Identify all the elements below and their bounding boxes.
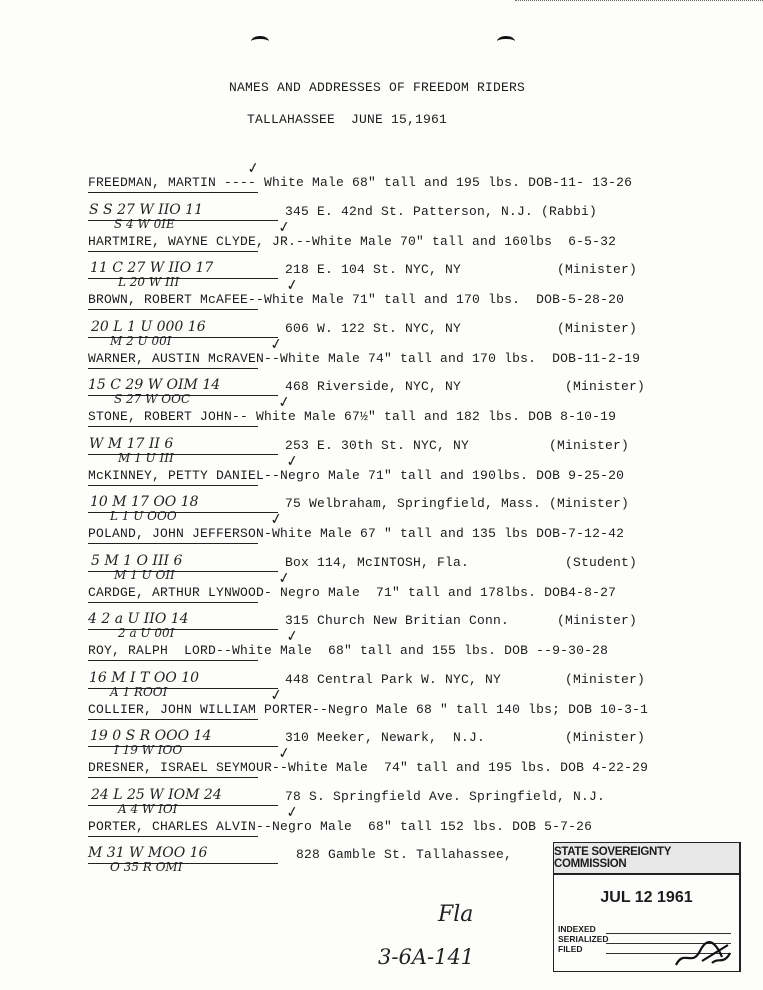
entry-check-mark: ✓ (284, 275, 301, 295)
entry-line: ROY, RALPH LORD--White Male 68" tall and 155 lbs. DOB --9-30-28 (88, 643, 609, 658)
stamp-date: JUL 12 1961 (600, 889, 693, 906)
entry-line: DRESNER, ISRAEL SEYMOUR--White Male 74" tall and 195 lbs. DOB 4-22-29 (88, 760, 649, 775)
entry-name-underline (88, 485, 258, 486)
entry-line: FREEDMAN, MARTIN ---- White Male 68" tall and 195 lbs. DOB-11- 13-26 (88, 175, 633, 190)
entry-handwritten-code: 4 2 a U IIO 14 (88, 611, 189, 627)
entry-name-underline (88, 602, 258, 603)
entry-handwritten-code: 19 0 S R OOO 14 (90, 728, 212, 744)
entry-handwritten-subcode: I 19 W IOO (114, 743, 183, 757)
entry-handwritten-subcode: M 1 U III (118, 450, 174, 465)
entry-name-underline (88, 192, 258, 193)
entry-address: 78 S. Springfield Ave. Springfield, N.J. (285, 788, 606, 804)
entry-address: 345 E. 42nd St. Patterson, N.J. (Rabbi) (285, 203, 598, 219)
entry-handwritten-code: 15 C 29 W OIM 14 (88, 377, 221, 393)
entry-check-mark: ✓ (284, 626, 301, 646)
entry-handwritten-subcode: A 1 ROOI (110, 684, 168, 699)
entry-address: 468 Riverside, NYC, NY (Minister) (285, 379, 646, 394)
entry-handwritten-code: 20 L 1 U 000 16 (91, 318, 206, 335)
entry-line: POLAND, JOHN JEFFERSON-White Male 67 " tall and 135 lbs DOB-7-12-42 (88, 526, 625, 541)
entry-line: BROWN, ROBERT McAFEE--White Male 71" tall and 170 lbs. DOB-5-28-20 (88, 292, 625, 307)
punch-mark-right (497, 36, 515, 47)
entry-handwritten-subcode: L 1 U OOO (110, 509, 177, 523)
stamp-indexed-label: INDEXED (558, 924, 596, 934)
entry-line: WARNER, AUSTIN McRAVEN--White Male 74" tall and 170 lbs. DOB-11-2-19 (88, 350, 641, 366)
entry-check-mark: ✓ (276, 216, 293, 237)
entry-line: CARDGE, ARTHUR LYNWOOD- Negro Male 71" tall and 178lbs. DOB4-8-27 (88, 584, 617, 600)
entry-check-mark: ✓ (268, 509, 285, 529)
document-subtitle: TALLAHASSEE JUNE 15,1961 (247, 112, 448, 127)
entry-check-mark: ✓ (284, 450, 301, 471)
stamp-indexed-line (606, 933, 731, 934)
entry-line: COLLIER, JOHN WILLIAM PORTER--Negro Male 68 " tall 140 lbs; DOB 10-3-1 (88, 701, 649, 717)
entry-code-underline (88, 278, 278, 279)
entry-handwritten-subcode: S 4 W 0IE (114, 216, 175, 231)
entry-code-underline (88, 454, 278, 455)
entry-name-underline (88, 836, 258, 837)
entry-line: STONE, ROBERT JOHN-- White Male 67½" tall and 182 lbs. DOB 8-10-19 (88, 409, 617, 424)
entry-name-underline (88, 368, 258, 369)
state-sovereignty-stamp (553, 842, 741, 972)
handwritten-file-number: 3-6A-141 (378, 945, 475, 969)
entry-check-mark: ✓ (284, 801, 301, 822)
entry-address: 310 Meeker, Newark, N.J. (Minister) (285, 730, 646, 745)
entry-check-mark: ✓ (276, 392, 293, 412)
entry-handwritten-code: 24 L 25 W IOM 24 (91, 786, 222, 803)
entry-address: 218 E. 104 St. NYC, NY (Minister) (285, 262, 638, 277)
entry-handwritten-subcode: M 2 U 00I (110, 333, 172, 348)
entry-handwritten-code: W M 17 II 6 (89, 435, 174, 452)
entry-name-underline (88, 777, 258, 778)
entry-check-mark: ✓ (268, 333, 285, 354)
entry-check-mark: ✓ (276, 567, 293, 588)
entry-address: 75 Welbraham, Springfield, Mass. (Minister) (285, 496, 630, 511)
stamp-signature-scribble (672, 939, 732, 969)
entry-handwritten-subcode: 2 a U 00I (118, 626, 175, 640)
entry-line: HARTMIRE, WAYNE CLYDE, JR.--White Male 70" tall and 160lbs 6-5-32 (88, 233, 617, 249)
top-edge-dots (515, 0, 763, 5)
entry-handwritten-code: 10 M 17 OO 18 (90, 494, 199, 510)
entry-check-mark: ✓ (268, 684, 285, 705)
entry-address: 828 Gamble St. Tallahassee, (296, 847, 513, 862)
entry-check-mark: ✓ (276, 743, 293, 763)
entry-address: Box 114, McINTOSH, Fla. (Student) (285, 554, 638, 570)
entry-handwritten-code: S S 27 W IIO 11 (89, 201, 203, 218)
entry-handwritten-code: 16 M I T OO 10 (89, 669, 200, 686)
entry-code-underline (88, 629, 278, 630)
entry-address: 253 E. 30th St. NYC, NY (Minister) (285, 437, 630, 453)
entry-name-underline (88, 660, 258, 661)
entry-handwritten-code: 5 M 1 O III 6 (91, 552, 183, 569)
entry-code-underline (88, 805, 278, 806)
entry-line: PORTER, CHARLES ALVIN--Negro Male 68" tall 152 lbs. DOB 5-7-26 (88, 818, 593, 834)
entry-handwritten-subcode: A 4 W IOI (118, 801, 178, 816)
entry-name-underline (88, 719, 258, 720)
entry-check-mark: ✓ (245, 158, 262, 178)
entry-handwritten-subcode: L 20 W III (118, 275, 180, 289)
entry-name-underline (88, 543, 258, 544)
stamp-filed-label: FILED (558, 944, 583, 954)
entry-handwritten-subcode: O 35 R OMI (110, 860, 183, 874)
entry-address: 606 W. 122 St. NYC, NY (Minister) (285, 320, 638, 336)
entry-address: 315 Church New Britian Conn. (Minister) (285, 613, 638, 628)
entry-handwritten-subcode: M 1 U OII (114, 567, 175, 582)
stamp-title: STATE SOVEREIGNTY COMMISSION (554, 843, 739, 875)
entry-name-underline (88, 426, 258, 427)
stamp-serialized-label: SERIALIZED (558, 934, 609, 944)
entry-address: 448 Central Park W. NYC, NY (Minister) (285, 671, 646, 687)
document-title: NAMES AND ADDRESSES OF FREEDOM RIDERS (229, 80, 526, 95)
entry-name-underline (88, 251, 258, 252)
entry-line: McKINNEY, PETTY DANIEL--Negro Male 71" tall and 190lbs. DOB 9-25-20 (88, 467, 625, 483)
entry-name-underline (88, 309, 258, 310)
punch-mark-left (251, 36, 269, 47)
entry-handwritten-code: 11 C 27 W IIO 17 (90, 260, 214, 276)
entry-handwritten-code: M 31 W MOO 16 (88, 845, 208, 861)
handwritten-fla: Fla (438, 902, 474, 927)
entry-handwritten-subcode: S 27 W OOC (114, 392, 191, 406)
